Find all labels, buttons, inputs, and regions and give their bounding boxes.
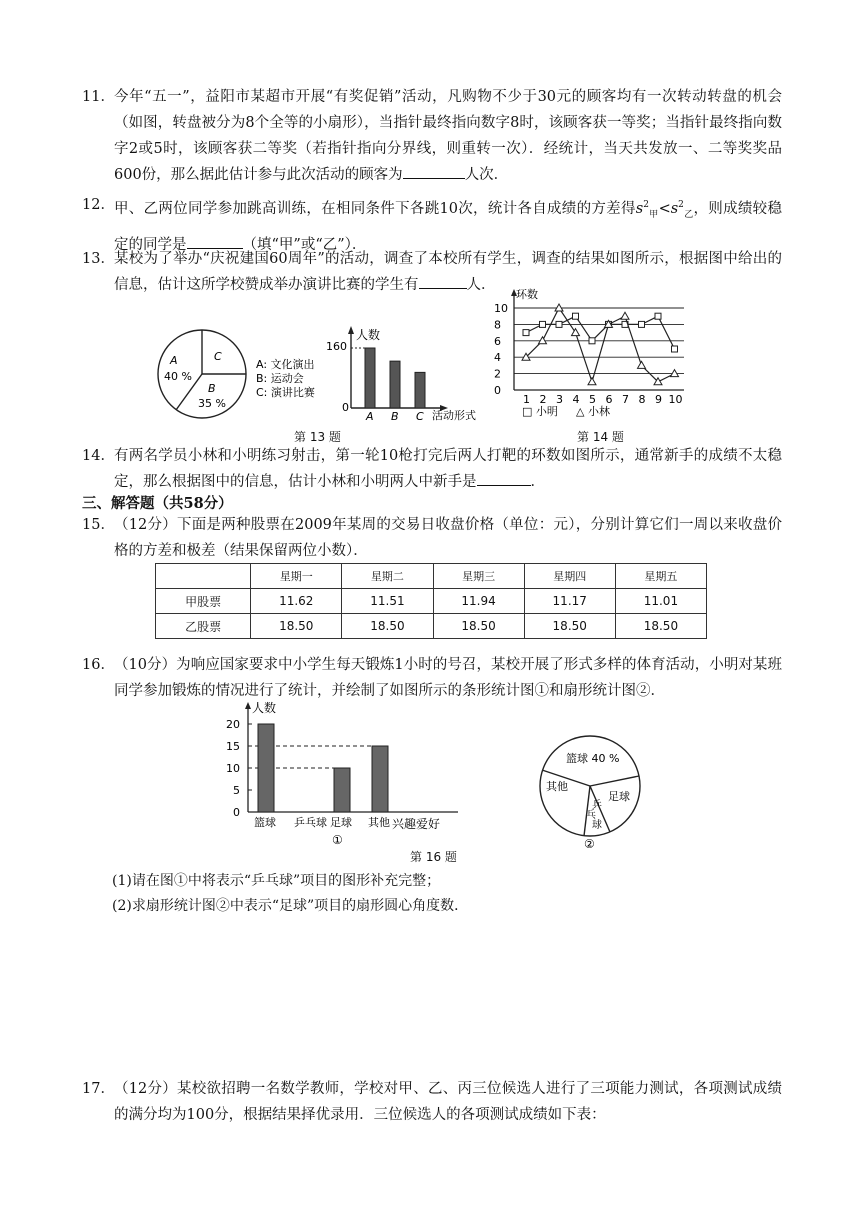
table-cell: 11.01: [615, 589, 706, 614]
x-tick-label: 4: [572, 393, 580, 406]
x-tick-label: 8: [638, 393, 646, 406]
figure-mark-1: ①: [332, 833, 343, 847]
question-number: 11．: [82, 89, 115, 105]
pie-label-pingpong: 乒乓球: [586, 800, 602, 831]
table-row: [156, 614, 707, 639]
table-cell: 星期三: [433, 564, 524, 589]
question-text: ，则成绩较稳定的同学是: [114, 200, 782, 253]
question-tail: 人．: [466, 277, 496, 293]
point-xiaolin: [588, 378, 596, 385]
y-tick-label: 0: [233, 806, 240, 819]
x-tick-label: 其他: [368, 816, 390, 829]
question-number: 15．: [82, 517, 115, 533]
point-xiaolin: [638, 361, 646, 368]
x-tick-label: 足球: [330, 816, 352, 829]
y-tick-label: 8: [494, 318, 501, 332]
point-xiaolin: [572, 329, 580, 336]
table-header-row: [156, 564, 707, 589]
answer-blank[interactable]: [477, 471, 531, 486]
point-xiaoming: [672, 346, 678, 352]
point-xiaoming: [523, 330, 529, 336]
origin-label: 0: [342, 401, 349, 414]
y-axis-arrow: [245, 702, 251, 709]
table-cell: 18.50: [342, 614, 433, 639]
bar-c: [415, 372, 425, 408]
table-cell: 11.17: [524, 589, 615, 614]
figure-13-caption: 第 13 题: [294, 430, 341, 444]
table-cell: 18.50: [433, 614, 524, 639]
x-tick-label: A: [366, 410, 374, 423]
fig13-bar-chart: [326, 326, 476, 423]
x-axis-label: 兴趣爱好: [392, 817, 441, 831]
point-xiaolin: [621, 312, 629, 319]
variance-formula: $s^2_甲<s^2_乙$: [635, 200, 694, 220]
pie-label-basketball: 篮球 40 %: [566, 752, 620, 765]
question-tail: 人次．: [464, 167, 509, 183]
point-xiaoming: [639, 321, 645, 327]
y-tick-label: 2: [494, 367, 501, 381]
answer-blank[interactable]: [403, 164, 465, 179]
pie-pct-a: 40 %: [164, 370, 192, 383]
point-xiaoming: [573, 313, 579, 319]
x-tick-label: 6: [605, 393, 613, 406]
bar-b: [390, 361, 400, 408]
table-cell: 11.94: [433, 589, 524, 614]
legend-item-b: B: 运动会: [256, 372, 304, 385]
bar-item: [372, 746, 388, 812]
question-number: 14．: [82, 448, 115, 464]
question-number: 17．: [82, 1081, 115, 1097]
question-16-part-2: (2)求扇形统计图②中表示“足球”项目的扇形圆心角度数．: [112, 898, 469, 914]
question-15: [82, 512, 782, 564]
table-row: [156, 589, 707, 614]
question-number: 12．: [82, 197, 115, 213]
question-text: 有两名学员小林和小明练习射击，第一轮10枪打完后两人打靶的环数如图所示，通常新手的成绩不太稳定，那么根据图中的信息，估计小林和小明两人中新手是: [114, 448, 782, 490]
series-line-xiaoming: [526, 316, 675, 349]
table-cell: 乙股票: [156, 614, 251, 639]
legend-item-a: A: 文化演出: [256, 358, 315, 371]
point-xiaolin: [539, 337, 547, 344]
y-tick-label: 10: [494, 302, 508, 315]
question-tail: ．: [530, 474, 545, 490]
point-xiaoming: [556, 321, 562, 327]
pie-label-other: 其他: [546, 780, 568, 793]
y-tick-label: 160: [326, 340, 347, 353]
figure-14: [488, 285, 708, 425]
table-cell: 星期二: [342, 564, 433, 589]
question-text: （10分）为响应国家要求中小学生每天锻炼1小时的号召，某校开展了形式多样的体育活动，小明对某班同学参加锻炼的情况进行了统计，并绘制了如图所示的条形统计图①和扇形统计图②．: [114, 657, 782, 699]
table-cell: 18.50: [251, 614, 342, 639]
table-cell: 18.50: [615, 614, 706, 639]
answer-blank[interactable]: [419, 274, 467, 289]
figure-14-caption: 第 14 题: [577, 430, 624, 444]
table-cell: 11.51: [342, 589, 433, 614]
question-17: [82, 1076, 782, 1128]
x-axis-label: 活动形式: [432, 409, 476, 422]
x-tick-label: 1: [523, 393, 530, 406]
y-axis-label: 环数: [516, 288, 538, 301]
figure-16-bar-chart: [220, 698, 470, 848]
table-cell: 甲股票: [156, 589, 251, 614]
point-xiaoming: [655, 313, 661, 319]
bar-item: [334, 768, 350, 812]
bar-a: [365, 348, 375, 408]
pie-label-c: C: [214, 350, 222, 363]
pie-pct-b: 35 %: [198, 397, 226, 410]
bar-item: [258, 724, 274, 812]
x-tick-label: 3: [556, 393, 563, 406]
point-xiaoming: [540, 321, 546, 327]
figure-mark-2: ②: [584, 837, 595, 848]
figure-16-caption: 第 16 题: [410, 850, 457, 864]
table-cell: 星期五: [615, 564, 706, 589]
table-cell: 11.62: [251, 589, 342, 614]
pie-label-a: A: [170, 354, 178, 367]
y-axis-label: 人数: [356, 328, 381, 342]
figure-13: [150, 312, 490, 432]
figure-16-pie-chart: [530, 728, 650, 848]
point-xiaoming: [589, 338, 595, 344]
question-text: （12分）下面是两种股票在2009年某周的交易日收盘价格（单位：元），分别计算它们一周以来收盘价格的方差和极差（结果保留两位小数）．: [114, 517, 782, 559]
point-xiaolin: [555, 304, 563, 311]
question-text: 甲、乙两位同学参加跳高训练，在相同条件下各跳10次，统计各自成绩的方差得: [114, 200, 636, 217]
question-14: [82, 443, 782, 495]
fig13-legend: [256, 357, 315, 399]
x-tick-label: B: [391, 410, 399, 423]
x-tick-label: 篮球: [254, 816, 276, 829]
table-cell: [156, 564, 251, 589]
y-tick-label: 4: [494, 351, 501, 365]
question-text: 某校为了举办“庆祝建国60周年”的活动，调查了本校所有学生，调查的结果如图所示，根据图中给出的信息，估计这所学校赞成举办演讲比赛的学生有: [114, 251, 782, 293]
question-tail: （填“甲”或“乙”）．: [242, 236, 367, 253]
x-tick-label: 乒乓球: [294, 816, 327, 829]
table-cell: 星期一: [251, 564, 342, 589]
x-tick-label: 10: [668, 393, 683, 406]
x-tick-label: 7: [622, 393, 629, 406]
x-tick-label: 2: [539, 393, 547, 406]
y-tick-label: 5: [233, 784, 240, 797]
question-number: 16．: [82, 657, 115, 673]
table-cell: 星期四: [524, 564, 615, 589]
question-text: （12分）某校欲招聘一名数学教师，学校对甲、乙、丙三位候选人进行了三项能力测试，各项测试成绩的满分均为100分，根据结果择优录用．三位候选人的各项测试成绩如下表：: [114, 1081, 782, 1123]
legend-item-xiaolin: △ 小林: [576, 405, 610, 418]
question-text: 今年“五一”，益阳市某超市开展“有奖促销”活动，凡购物不少于30元的顾客均有一次转动转盘的机会（如图，转盘被分为8个全等的小扇形），当指针最终指向数字8时，该顾客获一等奖；当指针最终指向数字2或5时，该顾客获二等奖（若指针指向分界线，则重转一次）．经统计，当天共发放一、二等奖奖品600份，那么据此估计参与此次活动的顾客为: [114, 89, 782, 183]
y-tick-label: 0: [494, 384, 501, 397]
x-tick-label: 5: [589, 393, 596, 406]
question-16: [82, 652, 782, 704]
y-axis-label: 人数: [252, 701, 277, 715]
y-tick-label: 15: [226, 740, 240, 753]
legend-item-xiaoming: □ 小明: [522, 405, 558, 418]
fig13-pie-chart: [158, 330, 246, 418]
point-xiaolin: [671, 370, 679, 377]
stock-price-table: [155, 563, 707, 639]
section-title: 三、解答题（共58分）: [82, 495, 233, 512]
x-tick-label: C: [416, 410, 424, 423]
legend-item-c: C: 演讲比赛: [256, 386, 315, 399]
table-cell: 18.50: [524, 614, 615, 639]
pie-label-b: B: [208, 382, 216, 395]
question-number: 13．: [82, 251, 115, 267]
pie-label-football: 足球: [608, 790, 630, 803]
y-tick-label: 6: [494, 334, 501, 348]
y-tick-label: 10: [226, 762, 240, 775]
x-tick-label: 9: [655, 393, 662, 406]
question-16-part-1: (1)请在图①中将表示“乒乓球”项目的图形补充完整；: [112, 873, 441, 889]
y-tick-label: 20: [226, 718, 240, 731]
question-11: [82, 84, 782, 188]
